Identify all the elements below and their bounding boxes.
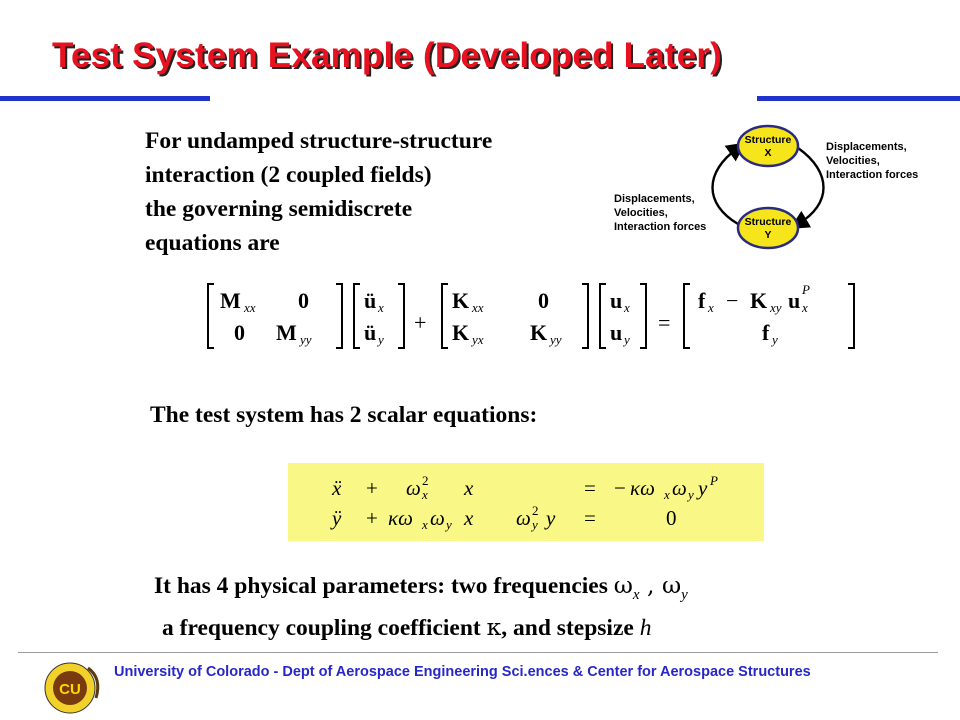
svg-text:xx: xx <box>472 300 484 315</box>
structure-y-letter: Y <box>764 229 772 241</box>
svg-text:f: f <box>762 320 770 345</box>
svg-text:+: + <box>414 310 427 335</box>
svg-text:ω: ω <box>516 506 531 530</box>
svg-text:0: 0 <box>234 320 245 345</box>
svg-text:κω: κω <box>630 476 655 500</box>
left-flow-label <box>614 193 706 233</box>
test-system-sentence: The test system has 2 scalar equations: <box>150 402 538 428</box>
svg-text:K: K <box>750 288 768 313</box>
svg-text:ω: ω <box>406 476 421 500</box>
parameters-line-1: It has 4 physical parameters: two frequencies $\omega_x$ , $\omega_y$ <box>154 571 688 603</box>
svg-text:x: x <box>708 300 714 315</box>
svg-text:Displacements,: Displacements, <box>826 141 907 153</box>
arrow-y-to-x <box>713 148 739 224</box>
page-title: Test System Example (Developed Later) <box>52 36 723 75</box>
svg-text:+: + <box>366 506 378 530</box>
svg-text:0: 0 <box>538 288 549 313</box>
svg-text:Interaction forces: Interaction forces <box>826 169 919 181</box>
svg-text:x: x <box>378 300 384 315</box>
svg-text:u: u <box>788 288 801 313</box>
right-flow-label <box>826 141 918 181</box>
parameters-line-2: a frequency coupling coefficient κ, and stepsize h <box>162 613 652 641</box>
parameters-text <box>154 566 688 647</box>
svg-text:Interaction forces: Interaction forces <box>614 221 707 233</box>
svg-text:u: u <box>610 320 623 345</box>
svg-text:y: y <box>624 332 630 347</box>
title-underline-right <box>757 96 960 101</box>
svg-text:yx: yx <box>472 332 484 347</box>
svg-text:K: K <box>452 320 470 345</box>
svg-text:ω: ω <box>672 476 687 500</box>
svg-text:y: y <box>532 517 538 532</box>
svg-text:0: 0 <box>298 288 309 313</box>
footer-divider <box>18 652 938 653</box>
title-underline-left <box>0 96 210 101</box>
svg-text:κω: κω <box>388 506 413 530</box>
structure-x-node <box>738 126 798 166</box>
arrow-x-to-y <box>798 148 824 224</box>
scalar-equations-box <box>288 463 764 541</box>
svg-text:x: x <box>802 300 808 315</box>
svg-text:Velocities,: Velocities, <box>826 155 880 167</box>
svg-text:0: 0 <box>666 506 677 530</box>
svg-text:x: x <box>422 517 428 532</box>
svg-text:−: − <box>614 476 626 500</box>
svg-text:2: 2 <box>532 503 539 518</box>
svg-text:y: y <box>378 332 384 347</box>
structure-y-node <box>738 208 798 248</box>
svg-text:P: P <box>802 282 810 297</box>
svg-text:yy: yy <box>300 332 312 347</box>
svg-text:y: y <box>698 476 708 500</box>
svg-text:+: + <box>366 476 378 500</box>
svg-text:ẍ: ẍ <box>332 476 342 500</box>
svg-text:f: f <box>698 288 706 313</box>
intro-line: the governing semidiscrete <box>145 196 413 222</box>
svg-text:x: x <box>464 476 474 500</box>
university-logo <box>30 658 108 716</box>
svg-text:K: K <box>530 320 548 345</box>
intro-text <box>145 124 615 260</box>
svg-text:yy: yy <box>550 332 562 347</box>
svg-text:y: y <box>446 517 452 532</box>
svg-text:2: 2 <box>422 473 429 488</box>
svg-text:xy: xy <box>770 300 782 315</box>
structure-x-label: Structure <box>744 134 792 146</box>
svg-text:=: = <box>584 476 596 500</box>
intro-line: For undamped structure-structure <box>145 128 493 154</box>
scalar-equations <box>288 463 764 541</box>
svg-text:CU: CU <box>59 681 81 698</box>
svg-text:x: x <box>464 506 474 530</box>
structure-x-letter: X <box>764 147 772 159</box>
svg-text:x: x <box>422 487 428 502</box>
svg-text:y: y <box>688 487 694 502</box>
svg-text:M: M <box>220 288 241 313</box>
svg-text:ÿ: ÿ <box>332 506 342 530</box>
intro-line: interaction (2 coupled fields) <box>145 162 432 188</box>
svg-text:u: u <box>610 288 623 313</box>
svg-text:Velocities,: Velocities, <box>614 207 668 219</box>
matrix-equation <box>200 278 870 358</box>
svg-text:x: x <box>624 300 630 315</box>
svg-text:xx: xx <box>244 300 256 315</box>
svg-text:x: x <box>664 487 670 502</box>
footer-text: University of Colorado - Dept of Aerospace Engineering Sci.ences & Center for Aerospace Structures <box>114 664 811 680</box>
svg-text:ü: ü <box>364 288 377 313</box>
svg-text:M: M <box>276 320 297 345</box>
svg-text:=: = <box>584 506 596 530</box>
svg-text:y: y <box>546 506 556 530</box>
svg-text:−: − <box>726 288 739 313</box>
svg-text:P: P <box>710 473 718 488</box>
svg-text:=: = <box>658 310 671 335</box>
svg-text:ω: ω <box>430 506 445 530</box>
svg-text:ü: ü <box>364 320 377 345</box>
svg-text:y: y <box>772 332 778 347</box>
coupling-diagram <box>612 112 952 262</box>
svg-text:K: K <box>452 288 470 313</box>
intro-line: equations are <box>145 230 280 256</box>
structure-y-label: Structure <box>744 216 792 228</box>
svg-text:Displacements,: Displacements, <box>614 193 695 205</box>
